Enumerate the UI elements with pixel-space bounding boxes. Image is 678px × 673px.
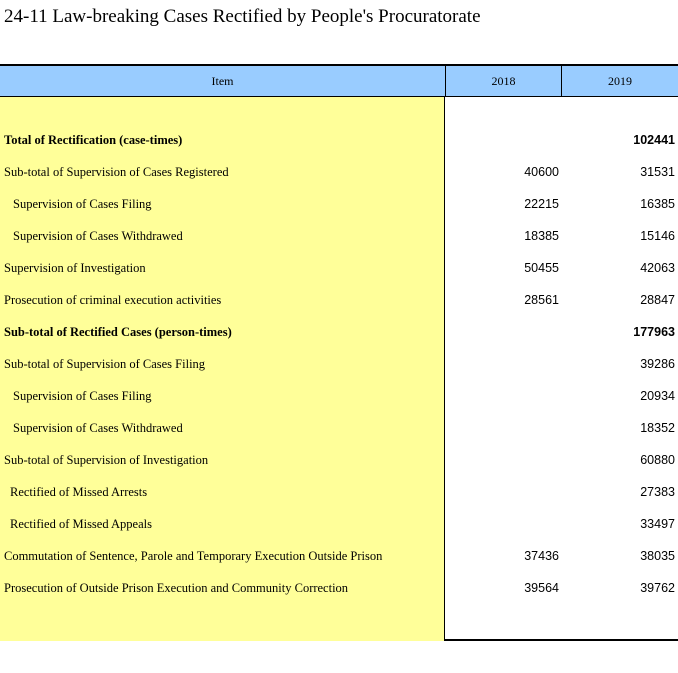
value-2019: 33497 [640, 517, 675, 531]
value-2018: 37436 [524, 549, 559, 563]
value-2019: 177963 [633, 325, 675, 339]
value-2019: 39286 [640, 357, 675, 371]
table-row [0, 354, 678, 386]
value-2019: 60880 [640, 453, 675, 467]
row-label: Supervision of Cases Filing [13, 197, 152, 211]
value-2019: 28847 [640, 293, 675, 307]
value-2018 [445, 354, 559, 374]
row-label: Total of Rectification (case-times) [4, 133, 183, 147]
value-2018 [445, 482, 559, 502]
table-row [0, 578, 678, 610]
table-row [0, 418, 678, 450]
row-label: Rectified of Missed Arrests [10, 485, 148, 499]
table-row [0, 258, 678, 290]
row-label: Sub-total of Rectified Cases (person-times) [4, 325, 232, 339]
value-2019: 31531 [640, 165, 675, 179]
row-label: Sub-total of Supervision of Investigation [4, 453, 209, 467]
value-2019: 15146 [640, 229, 675, 243]
table-row [0, 290, 678, 322]
value-2019: 102441 [633, 133, 675, 147]
table-row [0, 546, 678, 578]
table-row [0, 482, 678, 514]
table-row [0, 194, 678, 226]
value-2018 [445, 418, 559, 438]
table-row [0, 514, 678, 546]
row-label: Supervision of Cases Withdrawed [13, 229, 183, 243]
header-2018: 2018 [445, 66, 561, 96]
value-2019: 27383 [640, 485, 675, 499]
value-2019: 18352 [640, 421, 675, 435]
page-title: 24-11 Law-breaking Cases Rectified by People's Procuratorate [4, 6, 481, 27]
value-2019: 20934 [640, 389, 675, 403]
value-2019: 38035 [640, 549, 675, 563]
data-table [0, 64, 678, 641]
table-row [0, 386, 678, 418]
value-2018: 22215 [524, 197, 559, 211]
header-2019: 2019 [561, 66, 678, 96]
table-row [0, 450, 678, 482]
row-label: Sub-total of Supervision of Cases Filing [4, 357, 206, 371]
value-2019: 39762 [640, 581, 675, 595]
value-2018 [445, 514, 559, 534]
value-2018 [445, 386, 559, 406]
row-label: Commutation of Sentence, Parole and Temporary Execution Outside Prison [4, 549, 383, 563]
row-label: Sub-total of Supervision of Cases Registered [4, 165, 229, 179]
row-label: Prosecution of Outside Prison Execution and Community Correction [4, 581, 349, 595]
value-2018: 50455 [524, 261, 559, 275]
value-2018 [445, 450, 559, 470]
row-label: Supervision of Investigation [4, 261, 146, 275]
table-row [0, 162, 678, 194]
row-label: Supervision of Cases Filing [13, 389, 152, 403]
row-label: Rectified of Missed Appeals [10, 517, 152, 531]
value-2018: 18385 [524, 229, 559, 243]
value-2018: 40600 [524, 165, 559, 179]
value-2018 [445, 322, 559, 342]
table-row [0, 130, 678, 162]
table-row [0, 226, 678, 258]
table-row [0, 322, 678, 354]
row-label: Supervision of Cases Withdrawed [13, 421, 183, 435]
header-item: Item [211, 74, 234, 88]
value-2019: 16385 [640, 197, 675, 211]
row-label: Prosecution of criminal execution activities [4, 293, 222, 307]
value-2018: 39564 [524, 581, 559, 595]
value-2019: 42063 [640, 261, 675, 275]
value-2018: 28561 [524, 293, 559, 307]
table-header [0, 66, 678, 97]
value-2018 [445, 130, 559, 150]
